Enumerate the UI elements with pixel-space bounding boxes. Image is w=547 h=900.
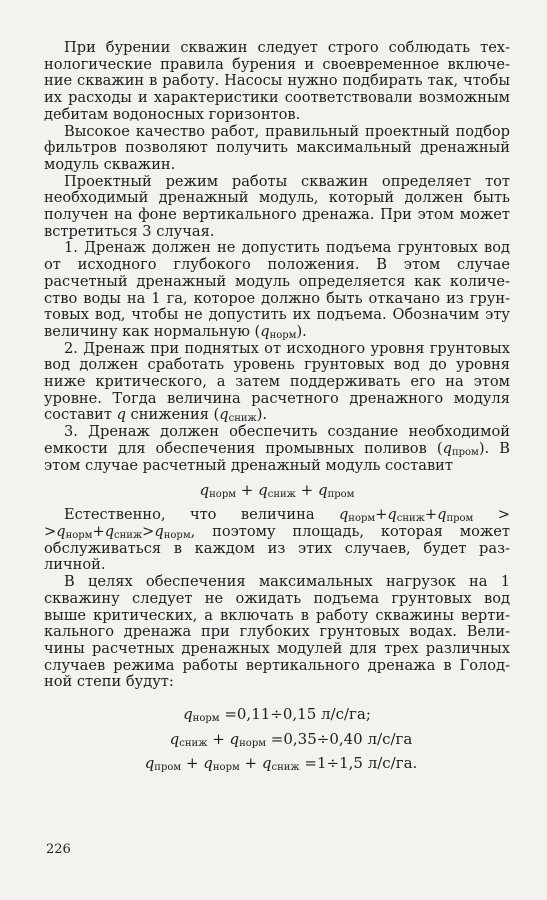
formula-q-norm: $q_{норм} =0,11\div 0,15$ л/с/га;: [183, 705, 371, 725]
formula-q-snizh-norm: $q_{сниж} + q_{норм} =0,35\div 0,40$ л/с/га: [169, 730, 413, 750]
page-body: [44, 40, 510, 774]
page-number: 226: [46, 842, 71, 857]
paragraph-case-3: 3. Дренаж должен обеспечить создание необходимой емкости для обеспечения промывных поливов $(q_{пром})$. В этом случае расчетный дренажный модуль составит: [44, 423, 510, 474]
paragraph-naturally: Естественно, что величина $q_{норм}+q_{сниж}+q_{пром} > >q_{норм}+q_{сниж}>q_{норм}$, поэтому площадь, которая может обслуживаться в каждом из этих случаев, будет различной.: [44, 506, 510, 574]
paragraph-design-mode: Проектный режим работы скважин определяет тот необходимый дренажный модуль, который должен быть получен на фоне вертикального дренажа. При этом может встретиться 3 случая.: [44, 172, 510, 240]
formula-q-prom-norm-snizh: $q_{пром} + q_{норм} + q_{сниж} =1\div 1,5$ л/с/га.: [144, 754, 418, 774]
paragraph-max-loads: В целях обеспечения максимальных нагрузок на 1 скважину следует не ожидать подъема грунтовых вод выше критических, а включать в работу скважины вертикального дренажа при глубоких грунтовых водах. Величины расчетных дренажных модулей для трех различных случаев режима работы вертикального дренажа в Голодной степи будут:: [44, 573, 510, 691]
formula-total-module: $q_{норм} + q_{сниж} + q_{пром}$: [199, 481, 355, 501]
paragraph-case-2: 2. Дренаж при поднятых от исходного уровня грунтовых вод должен сработать уровень грунтовых вод до уровня ниже критического, а затем поддерживать его на этом уровне. Тогда величина расчетного дренажного модуля составит q снижения $(q_{сниж})$.: [44, 339, 510, 425]
paragraph-drilling-rules: При бурении скважин следует строго соблюдать технологические правила бурения и своевременное включение скважин в работу. Насосы нужно подбирать так, чтобы их расходы и характеристики соответствовали возможным дебитам водоносных горизонтов.: [44, 39, 510, 123]
paragraph-case-1: 1. Дренаж должен не допустить подъема грунтовых вод от исходного глубокого положения. В этом случае расчетный дренажный модуль определяется как количество воды на 1 га, которое должно быть откачано из грунтовых вод, чтобы не допустить их подъема. Обозначим эту величину как нормальную $(q_{норм})$.: [44, 239, 510, 341]
paragraph-quality: Высокое качество работ, правильный проектный подбор фильтров позволяют получить максимальный дренажный модуль скважин.: [44, 122, 510, 173]
